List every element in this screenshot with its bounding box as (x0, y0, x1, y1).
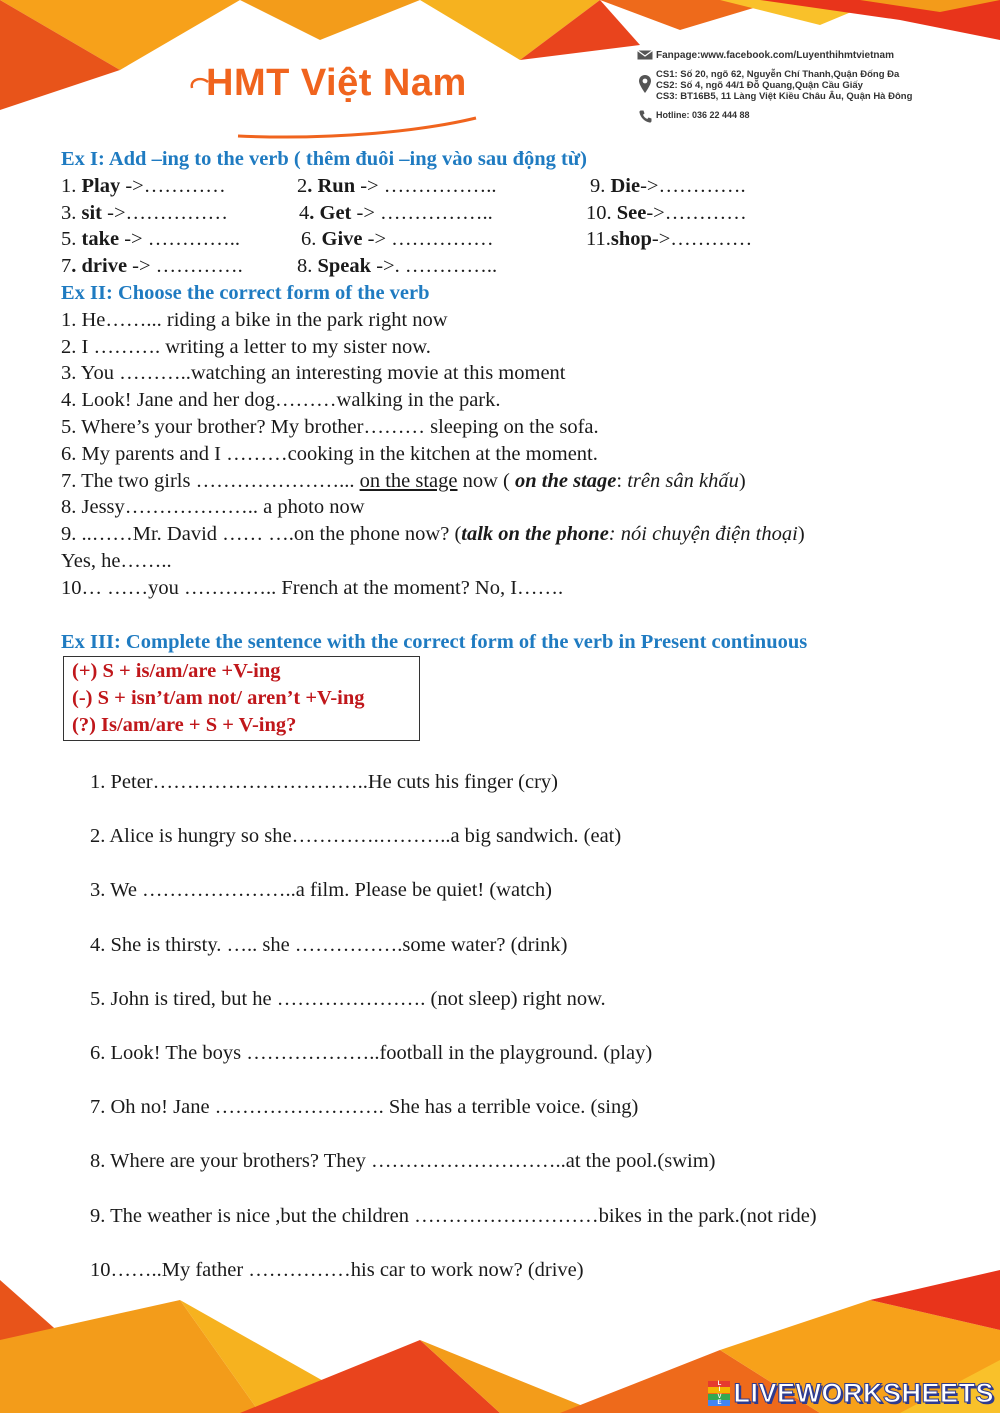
ex2-sentence: 1. He……... riding a bike in the park right now (61, 308, 448, 331)
ex1-title: Ex I: Add –ing to the verb ( thêm đuôi –ing vào sau động từ) (61, 148, 588, 170)
ex2-sentence: 3. You ………..watching an interesting movie at this moment (61, 362, 566, 385)
ex3-item: 6. Look! The boys ………………..football in the playground. (play) (90, 1041, 653, 1064)
ex3-item: 2. Alice is hungry so she………….………..a big sandwich. (eat) (90, 825, 622, 848)
ex2-sentence: 5. Where’s your brother? My brother……… sleeping on the sofa. (61, 415, 599, 438)
ex3-item: 9. The weather is nice ,but the children ………………………bikes in the park.(not ride) (90, 1204, 817, 1227)
ex1-item: 8. Speak ->. ………….. (297, 255, 498, 278)
ex3-title: Ex III: Complete the sentence with the correct form of the verb in Present continuous (61, 630, 808, 653)
ex1-item: 5. take -> ………….. (61, 228, 240, 251)
ex3-item: 3. We …………………..a film. Please be quiet! (watch) (90, 879, 552, 902)
ex1-row (61, 253, 941, 280)
ex2-sentence: Yes, he…….. (61, 549, 172, 572)
formula-affirmative: (+) S + is/am/are +V-ing (72, 660, 281, 683)
ex1-item: 10. See->………… (586, 201, 747, 224)
logo-text: HMT Việt Nam (206, 62, 467, 104)
ex2-sentence: 7. The two girls …………………... on the stage now ( on the stage: trên sân khấu) (61, 469, 746, 492)
fanpage-text: Fanpage:www.facebook.com/Luyenthihmtvietnam (656, 50, 894, 61)
ex2-title: Ex II: Choose the correct form of the verb (61, 281, 430, 304)
ex1-item: 4. Get -> …………….. (299, 201, 493, 224)
liveworksheets-text: LIVEWORKSHEETS (733, 1378, 994, 1408)
phone-icon (634, 110, 656, 123)
ex1-item: 3. sit ->…………… (61, 201, 229, 224)
formula-question: (?) Is/am/are + S + V-ing? (72, 714, 297, 737)
ex2-sentence: 4. Look! Jane and her dog………walking in the park. (61, 389, 501, 412)
ex3-item: 8. Where are your brothers? They ………………………..at the pool.(swim) (90, 1150, 716, 1173)
ex2-sentence: 8. Jessy……………….. a photo now (61, 496, 365, 519)
address-cs1: CS1: Số 20, ngõ 62, Nguyễn Chí Thanh,Quận Đống Đa (656, 69, 900, 80)
liveworksheets-badge-icon: L I V E (708, 1381, 730, 1407)
formula-box (63, 656, 420, 741)
ex3-item: 10……..My father ……………his car to work now? (drive) (90, 1258, 584, 1281)
ex1-row (61, 226, 941, 253)
ex1-item: 1. Play ->………… (61, 174, 226, 197)
address-cs2: CS2: Số 4, ngõ 44/1 Đỗ Quang,Quận Cầu Giấy (656, 80, 863, 91)
ex1-item: 11.shop->………… (586, 228, 753, 251)
ex3-list (90, 768, 817, 1310)
hotline-text: Hotline: 036 22 444 88 (656, 110, 750, 120)
ex1-item: 2. Run -> …………….. (297, 174, 497, 197)
envelope-icon (634, 50, 656, 60)
liveworksheets-watermark[interactable] (708, 1378, 994, 1409)
ex3-item: 1. Peter…………………………..He cuts his finger (cry) (90, 771, 558, 793)
formula-negative: (-) S + isn’t/am not/ aren’t +V-ing (72, 687, 365, 710)
ex2-sentence: 2. I ………. writing a letter to my sister now. (61, 335, 431, 358)
ex1-item: 9. Die->…………. (590, 174, 746, 197)
ex3-item: 7. Oh no! Jane ……………………. She has a terrible voice. (sing) (90, 1096, 639, 1119)
worksheet-content (61, 146, 941, 741)
ex1-row (61, 173, 941, 200)
ex2-sentence: 6. My parents and I ………cooking in the kitchen at the moment. (61, 442, 598, 465)
ex1-item: 6. Give -> …………… (301, 228, 494, 251)
ex3-item: 5. John is tired, but he …………………. (not sleep) right now. (90, 987, 606, 1010)
ex1-row (61, 200, 941, 227)
ex1-item: 7. drive -> …………. (61, 255, 243, 278)
ex2-sentence: 10… ……you ………….. French at the moment? No, I……. (61, 576, 564, 599)
contact-info (634, 50, 912, 123)
brand-logo (188, 62, 467, 105)
ex3-item: 4. She is thirsty. ….. she …………….some water? (drink) (90, 933, 568, 956)
address-cs3: CS3: BT16B5, 11 Làng Việt Kiều Châu Âu, Quận Hà Đông (656, 91, 913, 102)
ex2-sentence: 9. ..……Mr. David …… ….on the phone now? (talk on the phone: nói chuyện điện thoại) (61, 523, 805, 546)
location-pin-icon (634, 69, 656, 93)
